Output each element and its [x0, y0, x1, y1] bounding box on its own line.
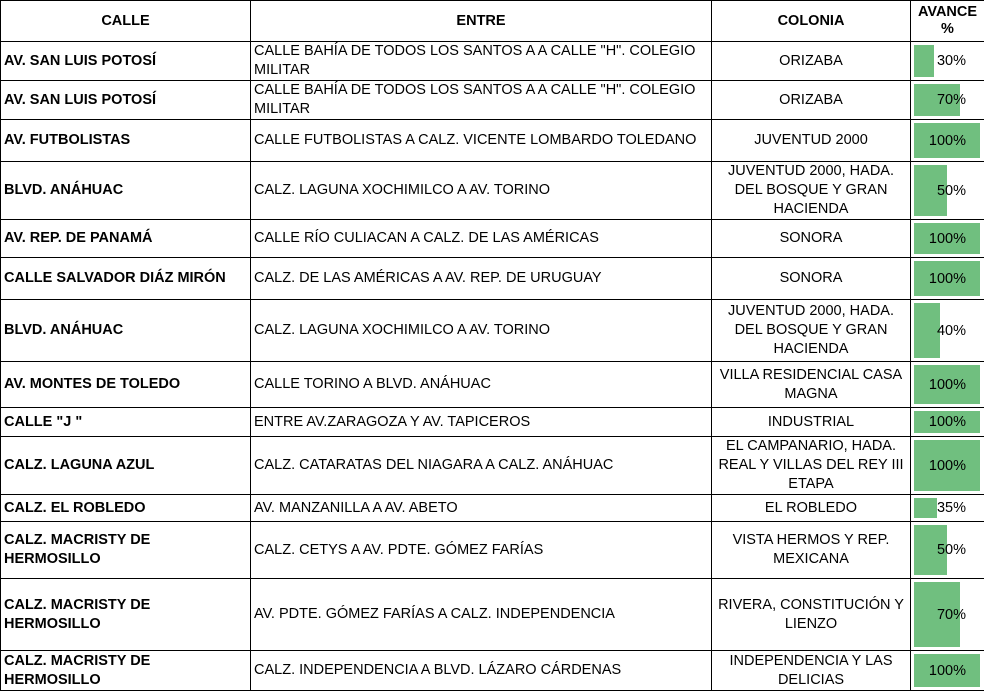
- cell-colonia: VILLA RESIDENCIAL CASA MAGNA: [712, 362, 911, 408]
- cell-entre: ENTRE AV.ZARAGOZA Y AV. TAPICEROS: [251, 408, 712, 437]
- cell-avance: [911, 651, 984, 691]
- cell-entre: AV. PDTE. GÓMEZ FARÍAS A CALZ. INDEPENDENCIA: [251, 579, 712, 651]
- cell-calle: AV. MONTES DE TOLEDO: [1, 362, 251, 408]
- header-entre: ENTRE: [251, 1, 712, 42]
- header-calle: CALLE: [1, 1, 251, 42]
- progress-bar: [914, 45, 934, 77]
- cell-entre: CALZ. LAGUNA XOCHIMILCO A AV. TORINO: [251, 300, 712, 362]
- cell-avance: [911, 300, 984, 362]
- cell-entre: CALZ. LAGUNA XOCHIMILCO A AV. TORINO: [251, 162, 712, 220]
- table-row: [1, 42, 984, 81]
- cell-entre: CALZ. INDEPENDENCIA A BLVD. LÁZARO CÁRDENAS: [251, 651, 712, 691]
- cell-avance: [911, 220, 984, 258]
- cell-colonia: SONORA: [712, 258, 911, 300]
- header-avance: AVANCE %: [911, 1, 984, 42]
- cell-colonia: JUVENTUD 2000: [712, 120, 911, 162]
- cell-avance: [911, 120, 984, 162]
- cell-avance: [911, 42, 984, 81]
- cell-colonia: RIVERA, CONSTITUCIÓN Y LIENZO: [712, 579, 911, 651]
- cell-entre: CALLE RÍO CULIACAN A CALZ. DE LAS AMÉRICAS: [251, 220, 712, 258]
- cell-colonia: ORIZABA: [712, 42, 911, 81]
- table-row: [1, 408, 984, 437]
- table-row: [1, 522, 984, 579]
- cell-calle: CALZ. MACRISTY DE HERMOSILLO: [1, 579, 251, 651]
- cell-calle: CALZ. MACRISTY DE HERMOSILLO: [1, 651, 251, 691]
- progress-label: 50%: [936, 182, 966, 199]
- cell-calle: BLVD. ANÁHUAC: [1, 300, 251, 362]
- cell-entre: CALLE FUTBOLISTAS A CALZ. VICENTE LOMBARDO TOLEDANO: [251, 120, 712, 162]
- cell-calle: AV. FUTBOLISTAS: [1, 120, 251, 162]
- progress-label: 35%: [936, 500, 966, 516]
- progress-label: 100%: [928, 132, 966, 149]
- table-row: [1, 495, 984, 522]
- cell-entre: CALZ. CETYS A AV. PDTE. GÓMEZ FARÍAS: [251, 522, 712, 579]
- cell-calle: CALLE "J ": [1, 408, 251, 437]
- cell-entre: CALLE TORINO A BLVD. ANÁHUAC: [251, 362, 712, 408]
- cell-avance: [911, 162, 984, 220]
- cell-avance: [911, 495, 984, 522]
- table-row: [1, 579, 984, 651]
- progress-bar: [914, 498, 937, 518]
- cell-avance: [911, 437, 984, 495]
- cell-avance: [911, 579, 984, 651]
- table-row: [1, 120, 984, 162]
- table-row: [1, 651, 984, 691]
- table-row: [1, 362, 984, 408]
- table-row: [1, 437, 984, 495]
- cell-calle: CALZ. LAGUNA AZUL: [1, 437, 251, 495]
- progress-label: 100%: [928, 376, 966, 393]
- table-row: [1, 81, 984, 120]
- progress-label: 50%: [936, 542, 966, 558]
- cell-calle: CALZ. EL ROBLEDO: [1, 495, 251, 522]
- progress-label: 40%: [936, 322, 966, 339]
- cell-colonia: JUVENTUD 2000, HADA. DEL BOSQUE Y GRAN HACIENDA: [712, 300, 911, 362]
- cell-calle: CALZ. MACRISTY DE HERMOSILLO: [1, 522, 251, 579]
- progress-label: 100%: [928, 414, 966, 430]
- progress-label: 70%: [936, 92, 966, 108]
- cell-calle: AV. REP. DE PANAMÁ: [1, 220, 251, 258]
- progress-label: 70%: [936, 606, 966, 623]
- cell-entre: CALLE BAHÍA DE TODOS LOS SANTOS A A CALLE "H". COLEGIO MILITAR: [251, 81, 712, 120]
- cell-calle: AV. SAN LUIS POTOSÍ: [1, 81, 251, 120]
- cell-entre: AV. MANZANILLA A AV. ABETO: [251, 495, 712, 522]
- cell-avance: [911, 522, 984, 579]
- cell-avance: [911, 258, 984, 300]
- progress-label: 100%: [928, 230, 966, 247]
- progress-label: 100%: [928, 270, 966, 287]
- cell-avance: [911, 81, 984, 120]
- table-row: [1, 258, 984, 300]
- cell-entre: CALZ. CATARATAS DEL NIAGARA A CALZ. ANÁHUAC: [251, 437, 712, 495]
- cell-colonia: SONORA: [712, 220, 911, 258]
- table-row: [1, 220, 984, 258]
- header-row: [1, 1, 984, 42]
- table-row: [1, 300, 984, 362]
- cell-colonia: VISTA HERMOS Y REP. MEXICANA: [712, 522, 911, 579]
- cell-entre: CALLE BAHÍA DE TODOS LOS SANTOS A A CALLE "H". COLEGIO MILITAR: [251, 42, 712, 81]
- cell-entre: CALZ. DE LAS AMÉRICAS A AV. REP. DE URUGUAY: [251, 258, 712, 300]
- cell-avance: [911, 408, 984, 437]
- progress-label: 100%: [928, 662, 966, 679]
- cell-colonia: EL ROBLEDO: [712, 495, 911, 522]
- cell-calle: CALLE SALVADOR DIÁZ MIRÓN: [1, 258, 251, 300]
- table-row: [1, 162, 984, 220]
- header-colonia: COLONIA: [712, 1, 911, 42]
- cell-colonia: INDUSTRIAL: [712, 408, 911, 437]
- cell-colonia: INDEPENDENCIA Y LAS DELICIAS: [712, 651, 911, 691]
- cell-avance: [911, 362, 984, 408]
- cell-colonia: EL CAMPANARIO, HADA. REAL Y VILLAS DEL REY III ETAPA: [712, 437, 911, 495]
- cell-calle: AV. SAN LUIS POTOSÍ: [1, 42, 251, 81]
- cell-calle: BLVD. ANÁHUAC: [1, 162, 251, 220]
- cell-colonia: ORIZABA: [712, 81, 911, 120]
- progress-label: 100%: [928, 457, 966, 474]
- progress-label: 30%: [936, 53, 966, 69]
- cell-colonia: JUVENTUD 2000, HADA. DEL BOSQUE Y GRAN HACIENDA: [712, 162, 911, 220]
